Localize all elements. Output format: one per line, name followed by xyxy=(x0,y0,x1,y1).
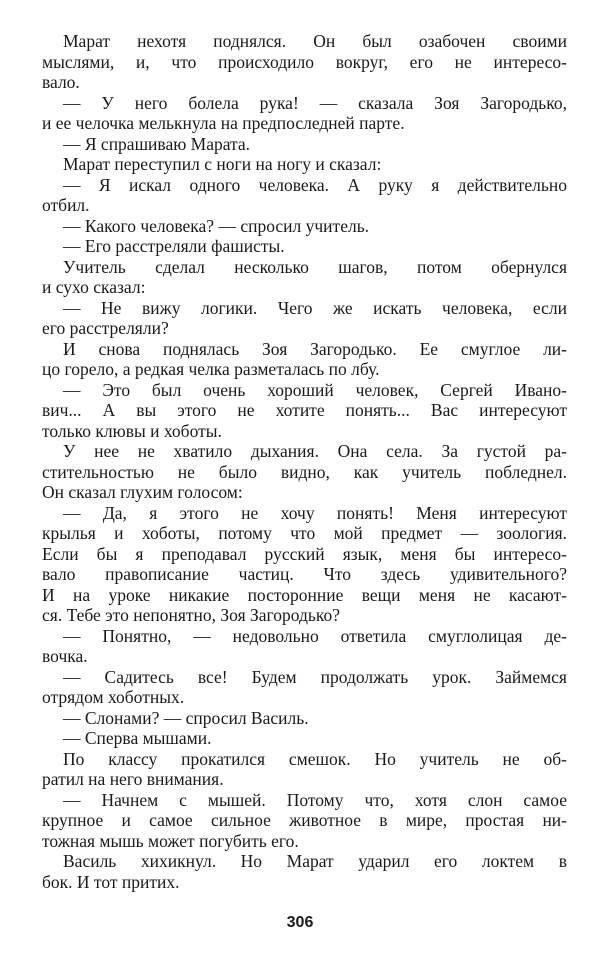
text-line: — Понятно, — недовольно ответила смуглолицая де- xyxy=(63,625,567,646)
text-line: вочка. xyxy=(42,646,88,666)
text-line: — Я искал одного человека. А руку я действительно xyxy=(63,174,567,195)
text-line: — Начнем с мышей. Потому что, хотя слон самое xyxy=(63,789,567,810)
text-line: крупное и самое сильное животное в мире, простая ни- xyxy=(42,810,567,830)
text-line: вич... А вы этого не хотите понять... Вас интересуют xyxy=(42,400,567,420)
text-line: Василь хихикнул. Но Марат ударил его локтем в xyxy=(63,851,567,871)
text-line: Учитель сделал несколько шагов, потом обернулся xyxy=(63,256,567,277)
text-line: Марат нехотя поднялся. Он был озабочен своими xyxy=(63,31,567,51)
text-line: — Не вижу логики. Чего же искать человека, если xyxy=(63,297,567,318)
text-line: крылья и хоботы, потому что мой предмет — зоология. xyxy=(42,523,567,543)
text-line: — У него болела рука! — сказала Зоя Загородько, xyxy=(63,92,567,113)
text-line: отбил. xyxy=(42,195,90,215)
text-line: — Да, я этого не хочу понять! Меня интересуют xyxy=(63,502,567,523)
text-line: И на уроке никакие посторонние вещи меня не касают- xyxy=(42,584,567,605)
text-line: Если бы я преподавал русский язык, меня бы интересо- xyxy=(42,543,567,564)
text-line: бок. И тот притих. xyxy=(42,871,180,892)
text-line: У нее не хватило дыхания. Она села. За густой ра- xyxy=(63,441,567,461)
text-line: — Сперва мышами. xyxy=(63,728,212,748)
text-line: мыслями, и, что происходило вокруг, его не интересо- xyxy=(42,51,567,72)
text-line: вало правописание частиц. Что здесь удивительного? xyxy=(42,564,567,584)
text-line: — Я спрашиваю Марата. xyxy=(63,133,251,154)
text-line: тожная мышь может погубить его. xyxy=(42,830,299,851)
text-line: только клювы и хоботы. xyxy=(42,420,222,441)
text-line: отрядом хоботных. xyxy=(42,687,185,707)
page-number: 306 xyxy=(286,914,314,931)
text-line: ратил на него внимания. xyxy=(42,769,224,789)
text-line: И снова поднялась Зоя Загородько. Ее смуглое ли- xyxy=(63,338,567,359)
text-line: — Слонами? — спросил Василь. xyxy=(63,707,309,728)
text-line: вало. xyxy=(42,72,80,92)
text-line: Марат переступил с ноги на ногу и сказал: xyxy=(63,154,382,174)
text-line: — Это был очень хороший человек, Сергей Ивано- xyxy=(63,379,567,400)
body-text xyxy=(42,31,567,892)
text-line: ся. Тебе это непонятно, Зоя Загородько? xyxy=(42,605,341,625)
text-line: По классу прокатился смешок. Но учитель не об- xyxy=(63,748,567,769)
text-line: и сухо сказал: xyxy=(42,277,146,297)
text-line: — Какого человека? — спросил учитель. xyxy=(63,215,370,236)
text-line: — Его расстреляли фашисты. xyxy=(63,236,285,256)
text-line: — Садитесь все! Будем продолжать урок. Займемся xyxy=(63,666,567,687)
text-line: и ее челочка мелькнула на предпоследней парте. xyxy=(42,113,405,133)
text-line: цо горело, а редкая челка разметалась по лбу. xyxy=(42,359,380,379)
text-line: его расстреляли? xyxy=(42,318,169,338)
text-line: стительностью не было видно, как учитель побледнел. xyxy=(42,461,567,482)
text-line: Он сказал глухим голосом: xyxy=(42,482,243,502)
